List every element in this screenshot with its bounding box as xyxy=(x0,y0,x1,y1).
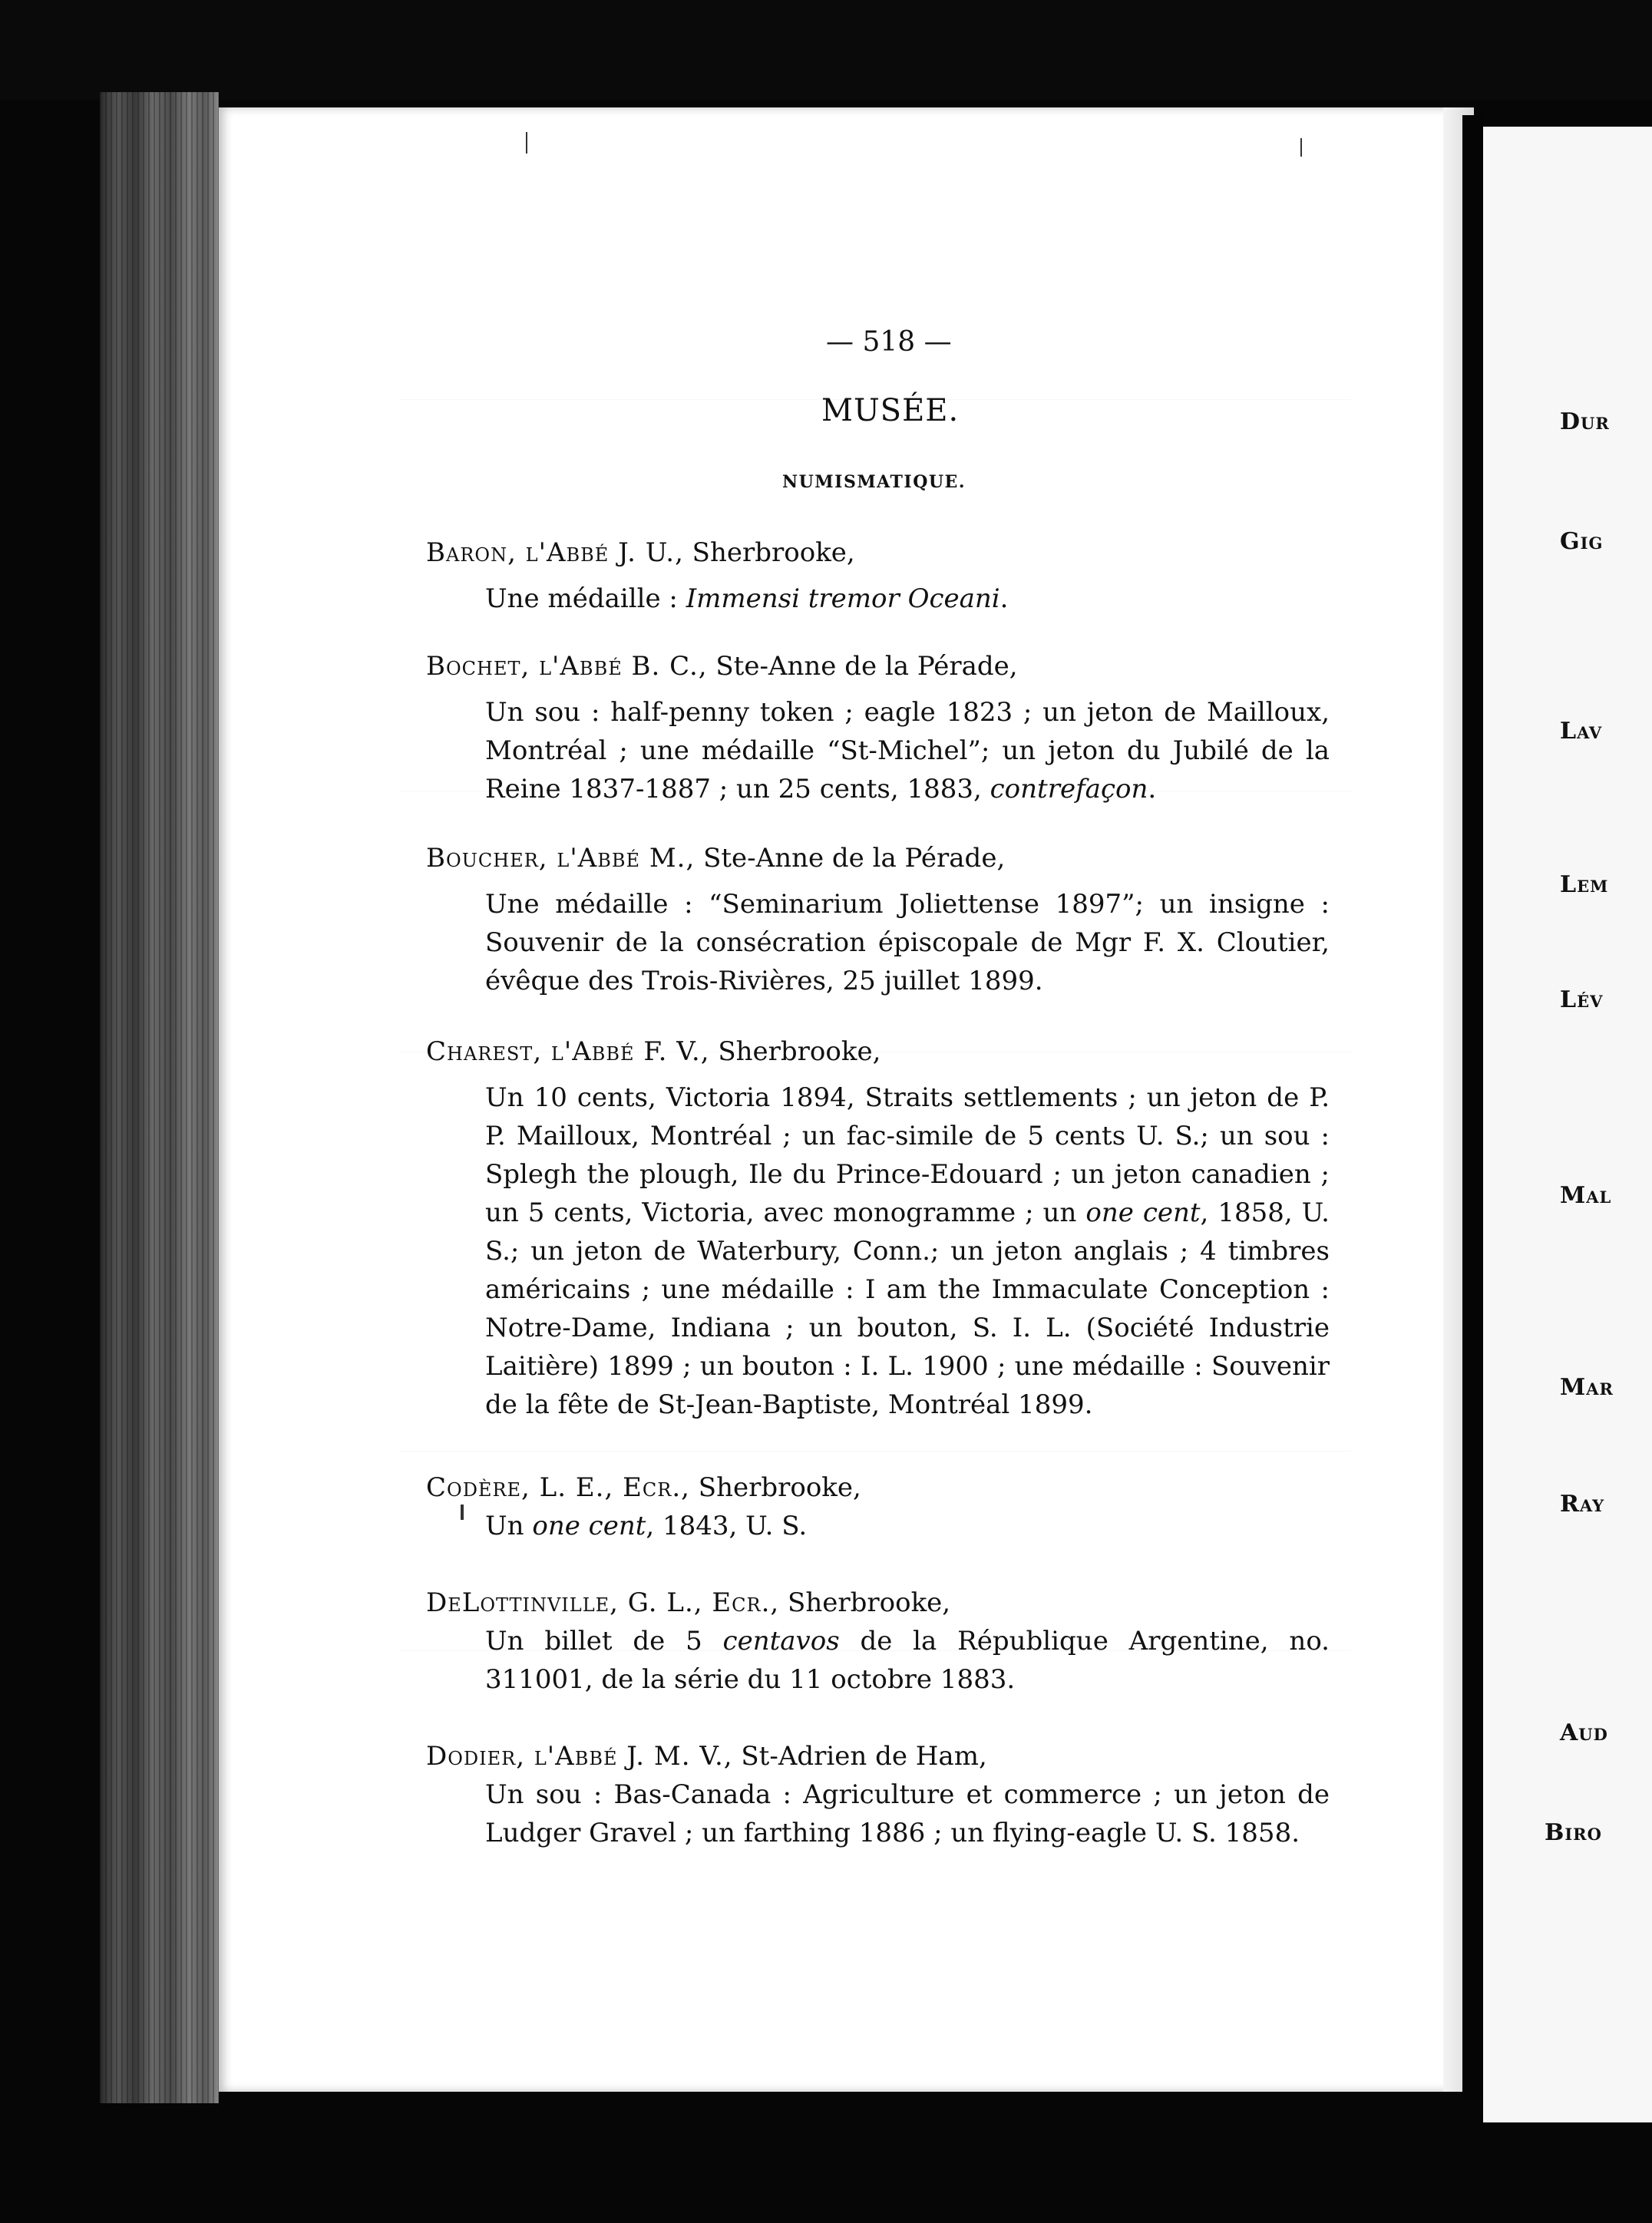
book-gutter xyxy=(1462,115,1484,2099)
donation-text: Un sou : Bas-Canada : Agriculture et commerce ; un jeton de Ludger Gravel ; un farthing 1886 ; un flying-eagle U. S. 1858. xyxy=(485,1779,1330,1848)
page-number: — 518 — xyxy=(826,326,952,358)
donor-name: Dodier, l'Abbé J. M. V., xyxy=(426,1741,733,1772)
donor-entry xyxy=(426,1587,1332,1699)
donation-text: Un sou : half-penny token ; eagle 1823 ; un jeton de Mailloux, Montréal ; une médaille “St-Michel”; un jeton du Jubilé de la Reine 1837-1887 ; un 25 cents, 1883, contrefaçon. xyxy=(485,697,1330,804)
donation-text: Une médaille : “Seminarium Joliettense 1897”; un insigne : Souvenir de la consécration épiscopale de Mgr F. X. Cloutier, évêque des Trois-Rivières, 25 juillet 1899. xyxy=(485,889,1330,996)
facing-page-word: Mar xyxy=(1560,1374,1614,1401)
facing-page-word: Dur xyxy=(1560,408,1610,435)
facing-page-word: Aud xyxy=(1560,1719,1608,1746)
facing-page-word: Ray xyxy=(1560,1491,1605,1518)
donor-entry xyxy=(426,1472,1332,1545)
donor-name: DeLottinville, G. L., Ecr., xyxy=(426,1587,780,1618)
donor-place: St-Adrien de Ham, xyxy=(732,1741,987,1772)
facing-page-word: Biro xyxy=(1545,1819,1602,1846)
donor-name: Codère, L. E., Ecr., xyxy=(426,1472,690,1503)
print-mark xyxy=(526,132,527,154)
donor-entry xyxy=(426,537,1332,618)
donation-text: Une médaille : Immensi tremor Oceani. xyxy=(485,583,1009,614)
donor-place: Ste-Anne de la Pérade, xyxy=(707,651,1018,682)
book-spine-texture xyxy=(100,92,219,2103)
donor-place: Ste-Anne de la Pérade, xyxy=(695,843,1006,874)
donor-entry xyxy=(426,843,1332,1000)
donor-entry xyxy=(426,651,1332,808)
donor-place: Sherbrooke, xyxy=(683,537,855,568)
donor-name: Charest, l'Abbé F. V., xyxy=(426,1036,710,1067)
facing-page-word: Lem xyxy=(1560,871,1609,898)
donor-name: Boucher, l'Abbé M., xyxy=(426,843,695,874)
donor-entry xyxy=(426,1741,1332,1852)
donation-text: Un billet de 5 centavos de la République Argentine, no. 311001, de la série du 11 octobre 1883. xyxy=(485,1626,1330,1695)
donor-place: Sherbrooke, xyxy=(689,1472,861,1503)
facing-page-word: Gig xyxy=(1560,528,1604,555)
facing-page-word: Lav xyxy=(1560,718,1603,745)
donor-name: Bochet, l'Abbé B. C., xyxy=(426,651,708,682)
donation-text: Un 10 cents, Victoria 1894, Straits settlements ; un jeton de P. P. Mailloux, Montréal ; un fac-simile de 5 cents U. S.; un sou : Splegh the plough, Ile du Prince-Edouard ; un jeton canadien ; un 5 cents, Victoria, avec monogramme ; un one cent, 1858, U. S.; un jeton de Waterbury, Conn.; un jeton anglais ; 4 timbres américains ; une médaille : I am the Immaculate Conception : Notre-Dame, Indiana ; un bouton, S. I. L. (Société Industrie Laitière) 1899 ; un bouton : I. L. 1900 ; une médaille : Souvenir de la fête de St-Jean-Baptiste, Montréal 1899. xyxy=(485,1082,1330,1420)
donor-place: Sherbrooke, xyxy=(709,1036,881,1067)
subsection-title: NUMISMATIQUE. xyxy=(782,472,966,492)
donor-place: Sherbrooke, xyxy=(779,1587,951,1618)
microfilm-frame xyxy=(0,0,1652,100)
donor-entry xyxy=(426,1036,1332,1424)
donation-text: Un one cent, 1843, U. S. xyxy=(485,1511,808,1541)
section-title: MUSÉE. xyxy=(821,393,960,428)
print-mark xyxy=(1300,138,1302,157)
facing-page-word: Lév xyxy=(1560,986,1604,1013)
facing-page-word: Mal xyxy=(1560,1182,1612,1209)
donor-name: Baron, l'Abbé J. U., xyxy=(426,537,684,568)
